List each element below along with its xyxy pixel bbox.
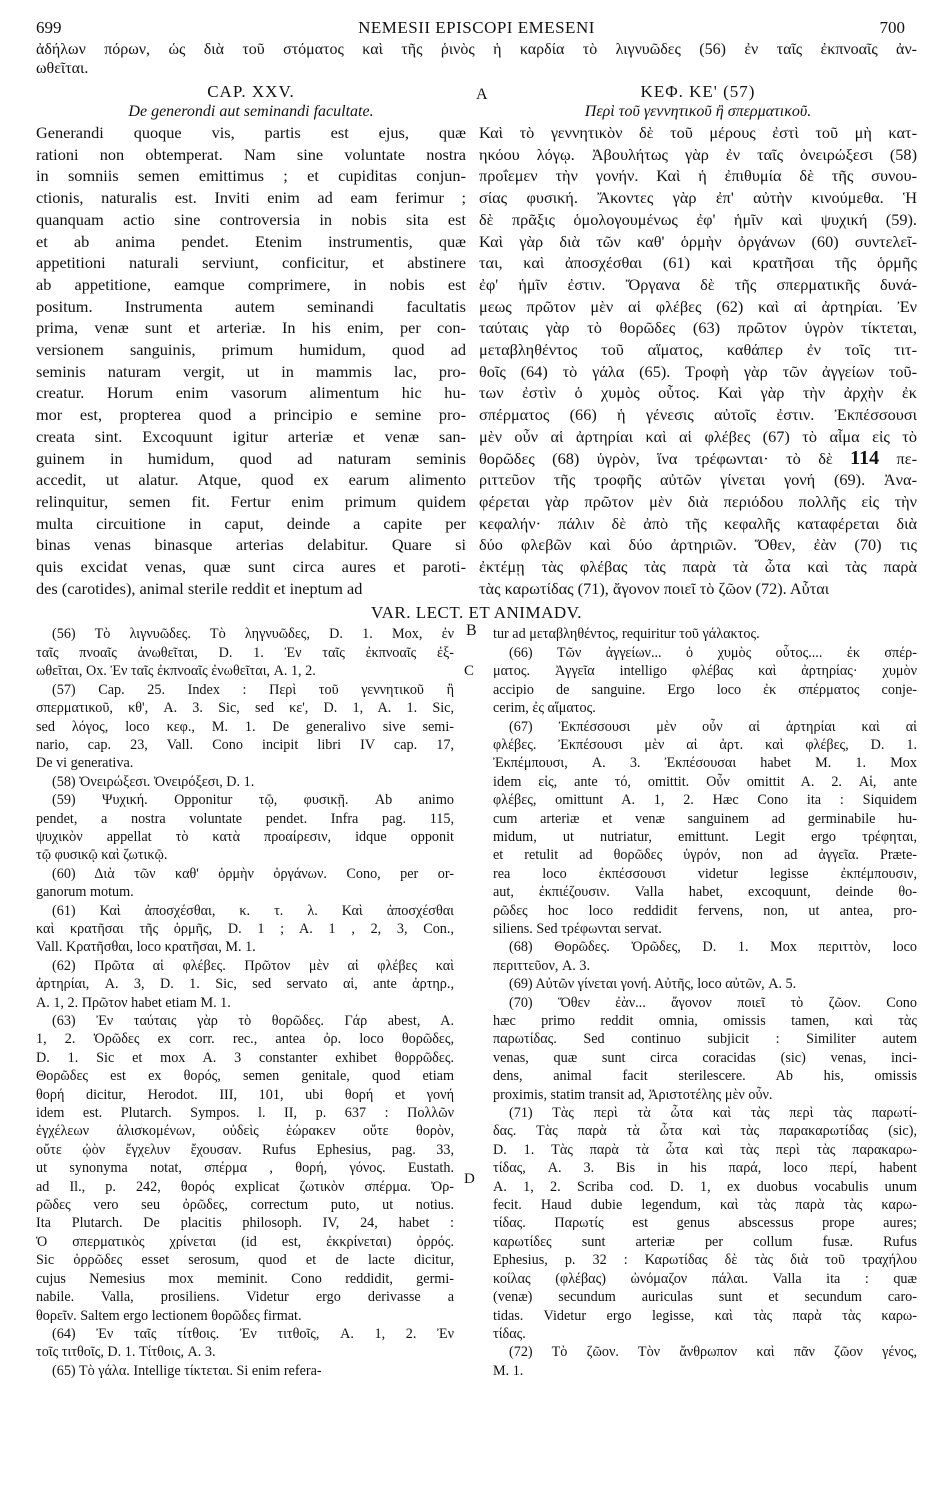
latin-chapter-heading: CAP. XXV. — [207, 82, 295, 101]
page-number-left: 699 — [36, 18, 62, 37]
note-line: (57) Cap. 25. Index : Περὶ τοῦ γεννητικοῦ ἢ — [52, 681, 454, 698]
note-line: sed λόγος, loco κεφ., M. 1. De generalivo sive semi- — [36, 718, 454, 735]
note-line: (68) Θορῶδες. Ὀρῶδες, D. 1. Mox περιττὸν, loco — [509, 939, 917, 956]
greek-text-line: ἐκτέμῃ τὰς φλέβας τὰς παρὰ τὰ ὦτα καὶ τὰς παρὰ — [479, 557, 917, 577]
latin-text-line: ctionis, naturalis est. Inviti enim ad eam ferimur ; — [36, 188, 466, 208]
latin-text-line: mor est, propterea quod a principio e semine pro- — [36, 405, 466, 425]
note-line: siliens. Sed τρέφωνται servat. — [493, 920, 662, 937]
note-line: ωθεῖται, Ox. Ἐν ταῖς ἐκπνοαῖς ἐνωθεῖται, A. 1, 2. — [36, 663, 316, 680]
latin-text-line: versionem sanguinis, primum humidum, quod ad — [36, 340, 466, 360]
note-line: (62) Πρῶτα αἱ φλέβες. Πρῶτον μὲν αἱ φλέβες καὶ — [52, 957, 454, 974]
note-line: ἀρτηρίαι, A. 3, D. 1. Sic, sed servato αἱ, ante ἀρτηρ., — [36, 976, 454, 993]
running-title: NEMESII EPISCOPI EMESENI — [358, 18, 595, 37]
note-line: idem est. Plutarch. Sympos. l. II, p. 637 : Πολλῶν — [36, 1105, 454, 1122]
greek-text-line: Καὶ γὰρ διὰ τῶν καθ' ὁρμὴν ὀργάνων (60) συντελεῖ- — [479, 231, 917, 251]
note-line: θορεῖν. Saltem ergo lectionem θορῶδες firmat. — [36, 1307, 302, 1324]
note-line: Vall. Κρατῆσθαι, loco κρατῆσαι, M. 1. — [36, 939, 256, 956]
note-line: fecit. Haud dubie legendum, καὶ τὰς παρὰ τὰς καρω- — [493, 1197, 917, 1214]
greek-text-line: ριττεῦον τῆς τροφῆς αὐτῶν γίνεται γονή (69). Ἀνα- — [479, 470, 917, 490]
note-line: tidas. Videtur ergo legisse, καὶ τὰς παρὰ τὰς καρω- — [493, 1307, 917, 1324]
note-line: (61) Καὶ ἀποσχέσθαι, κ. τ. λ. Καὶ ἀποσχέσθαι — [52, 902, 454, 919]
note-line: (64) Ἐν ταῖς τίτθοις. Ἐν τιτθοῖς, A. 1, 2. Ἐν — [52, 1325, 454, 1342]
greek-body-text — [479, 122, 917, 599]
latin-text-line: relinquitur, semen fit. Fertur enim primum quidem — [36, 491, 466, 511]
greek-text-line: κεφαλήν· πάλιν δὲ ἀπὸ τῆς κεφαλῆς καταφέρεται διὰ — [479, 513, 917, 533]
note-line: Ἐκπέμπουσι, A. 3. Ἐκπέσουσαι habet M. 1. Mox — [493, 755, 917, 772]
note-line: καρωτίδες sunt arteriæ per collum fusæ. Rufus — [493, 1233, 917, 1250]
running-head — [36, 14, 917, 38]
note-line: hæc primo reddit omnia, omissis tamen, καὶ τὰς — [493, 1013, 917, 1029]
margin-letter-d: D — [464, 1171, 475, 1188]
note-line: (65) Τὸ γάλα. Intellige τίκτεται. Si enim refera- — [52, 1362, 322, 1379]
note-line: (58) Ὀνειρώξεσι. Ὀνειρόξεσι, D. 1. — [52, 773, 255, 790]
note-line: Ὁ σπερματικὸς χρίνεται (id est, ἐκκρίνεται) ὀρρός. — [36, 1233, 454, 1250]
note-line: De vi generativa. — [36, 755, 134, 772]
margin-letter-b: B — [466, 622, 477, 639]
note-line: Θορῶδες est ex θορός, semen genitale, quod etiam — [36, 1068, 454, 1085]
note-line: tur ad μεταβληθέντος, requiritur τοῦ γάλακτος. — [493, 626, 760, 643]
margin-letter-a: A — [476, 86, 488, 103]
note-line: ταῖς πνοαῖς ἀνωθεῖται, D. 1. Ἐν ταῖς ἐκπνοαῖς ἐξ- — [36, 644, 454, 661]
latin-text-line: rationi non obtemperat. Nam sine voluntate nostra — [36, 144, 466, 164]
latin-text-line: appetitioni naturali serviunt, conficitur, et abstinere — [36, 253, 466, 273]
greek-text-line: μεταβληθέντος τοῦ αἵματος, καθάπερ ἐν τοῖς τιτ- — [479, 340, 917, 360]
note-line: midum, ut nutriatur, emittunt. Legit ergo τρέφηται, — [493, 828, 917, 845]
note-line: τίδας. Παρωτίς est genus abscessus prope aures; — [493, 1215, 917, 1232]
note-line: τίδας, A. 3. Bis in his παρά, loco περί, habent — [493, 1160, 917, 1177]
latin-text-line: des (carotides), animal sterile reddit et ineptum ad — [36, 578, 363, 598]
greek-chapter-subtitle: Περὶ τοῦ γεννητικοῦ ἢ σπερματικοῦ. — [584, 103, 812, 120]
note-line: Ephesius, p. 32 : Καρωτίδας δὲ τὰς διὰ τοῦ τραχήλου — [493, 1252, 917, 1269]
latin-text-line: accedit, ut alatur. Atque, quod ex earum alimento — [36, 470, 466, 490]
note-line: ματος. Ἀγγεῖα intelligo φλέβας καὶ ἀρτηρίας· χυμὸν — [493, 663, 917, 680]
latin-chapter-subtitle: De generondi aut seminandi facultate. — [128, 103, 374, 120]
greek-text-line: φέρεται γὰρ πρῶτον μὲν διὰ περιόδου πολλῆς εἰς τὴν — [479, 491, 917, 511]
note-line: περιττεῦον, A. 3. — [493, 957, 590, 974]
note-line: proximis, statim transit ad, Ἀριστοτέλης μὲν οὖν. — [493, 1086, 773, 1103]
note-line: ρῶδες vero seu ὀρῶδες, correctum puto, ut notius. — [36, 1197, 454, 1214]
page-marker-tail: πε- — [879, 448, 917, 468]
note-line: (59) Ψυχική. Opponitur τῷ, φυσικῇ. Ab animo — [52, 792, 454, 809]
greek-text-line: μεως πρῶτον μὲν αἱ φλέβες (62) καὶ αἱ ἀρτηρίαι. Ἐν — [479, 296, 917, 316]
note-line: venas, quæ sunt circa coracidas (sic) venas, inci- — [493, 1049, 917, 1066]
greek-text-line: σίας φυσική. Ἄκοντες γὰρ ἐπ' αὐτὴν κινούμεθα. Ἡ — [479, 188, 917, 208]
note-line: (70) Ὅθεν ἐὰν... ἄγονον ποιεῖ τὸ ζῶον. Cono — [509, 994, 917, 1011]
latin-text-line: binas venas binasque arterias delabitur. Quare si — [36, 535, 466, 555]
note-line: D. 1. Sic et mox A. 3 constanter exhibet θορρῶδες. — [36, 1049, 454, 1066]
margin-letter-c: C — [464, 663, 475, 680]
note-line: M. 1. — [493, 1362, 524, 1379]
latin-text-line: ab appetitione, eamque comprimere, in nobis est — [36, 274, 466, 294]
greek-text-line: ταύταις γὰρ τὸ θορῶδες (63) πρῶτον ὑγρὸν τίκτεται, — [479, 318, 917, 338]
note-line: Sic ὀρρῶδες esset serosum, quod et de lacte dicitur, — [36, 1252, 454, 1269]
note-line: A. 1, 2. Πρῶτον habet etiam M. 1. — [36, 994, 231, 1011]
note-line: τοῖς τιτθοῖς, D. 1. Τίτθοις, A. 3. — [36, 1344, 216, 1361]
note-line: (60) Διὰ τῶν καθ' ὁρμὴν ὀργάνων. Cono, per or- — [52, 865, 454, 882]
note-line: τῷ φυσικῷ καὶ ζωτικῷ. — [36, 847, 168, 864]
latin-text-line: creata sint. Excoquunt igitur arteriæ et venæ san- — [36, 426, 466, 446]
continuation-line-2: ωθεῖται. — [36, 60, 89, 77]
note-line: A. 1, 2. Scriba cod. D. 1, ex duobus vocabulis unum — [493, 1178, 917, 1195]
greek-column — [479, 82, 917, 599]
note-line: (71) Τὰς περὶ τὰ ὦτα καὶ τὰς περὶ τὰς παρωτί- — [509, 1105, 917, 1122]
continuation-line-1: ἀδήλων πόρων, ὡς διὰ τοῦ στόματος καὶ τῆς ῥινὸς ἡ καρδία τὸ λιγνυῶδες (56) ἐν ταῖς ἐκπνοαῖς ἀν- — [36, 41, 917, 58]
latin-text-line: prima, venæ sunt et arteriæ. In his enim, per con- — [36, 318, 466, 338]
note-line: φλέβες. Ἐκπέσουσι μὲν αἱ ἀρτ. καὶ φλέβες, D. 1. — [493, 736, 917, 753]
note-line: cerim, ἐς αἵματος. — [493, 700, 596, 717]
note-line: θορή dicitur, Herodot. III, 101, ubi θορή et γονή — [36, 1086, 454, 1103]
note-line: φλέβες, omittunt A. 1, 2. Hæc Cono ita : Siquidem — [493, 792, 917, 809]
note-line: ἐγχέλεων ἁλισκομένων, οὐδεὶς ἑώρακεν οὔτε θορὸν, — [36, 1123, 454, 1140]
note-line: nabile. Valla, prosiliens. Videtur ergo derivasse a — [36, 1289, 454, 1306]
greek-text-line: Καὶ τὸ γεννητικὸν δὲ τοῦ μέρους ἐστὶ τοῦ μὴ κατ- — [479, 123, 917, 142]
note-line: Ita Plutarch. De placitis philosoph. IV, 24, habet : — [36, 1215, 454, 1232]
greek-chapter-heading: ΚΕΦ. ΚΕ' (57) — [640, 82, 756, 101]
latin-column — [36, 82, 466, 599]
greek-text-line: μὲν οὖν αἱ ἀρτηρίαι καὶ αἱ φλέβες (67) τὸ αἷμα εἰς τὸ — [479, 426, 917, 446]
note-line: (63) Ἐν ταύταις γὰρ τὸ θορῶδες. Γάρ abest, A. — [52, 1013, 454, 1029]
note-line: nario, cap. 23, Vall. Cono incipit libri IV cap. 17, — [36, 736, 454, 753]
note-line: (56) Τὸ λιγνυῶδες. Τὸ ληγνυῶδες, D. 1. Mox, ἐν — [52, 626, 454, 643]
greek-text-line: ται, καὶ ἀποσχέσθαι (61) καὶ κρατῆσαι τῆς ὁρμῆς — [479, 253, 917, 273]
greek-text-line: θορῶδες (68) ὑγρὸν, ἵνα τρέφωνται· τὸ δὲ 114 πε- — [479, 446, 917, 469]
note-line: ganorum motum. — [36, 884, 134, 901]
notes-right-column — [493, 625, 917, 1380]
note-line: (72) Τὸ ζῶον. Τὸν ἄνθρωπον καὶ πᾶν ζῶον γένος, — [509, 1344, 917, 1361]
latin-body-text — [36, 122, 466, 599]
note-line: D. 1. Τὰς παρὰ τὰ ὦτα καὶ τὰς περὶ τὰς παρακαρω- — [493, 1141, 917, 1158]
latin-text-line: positum. Instrumenta autem seminandi facultatis — [36, 296, 466, 316]
notes-columns — [36, 625, 917, 1380]
notes-heading: VAR. LECT. ET ANIMADV. — [371, 603, 582, 623]
note-line: ρῶδες hoc loco reddidit fervens, non, ut antea, pro- — [493, 902, 917, 919]
note-line: ψυχικὸν appellat τὸ κατὰ προαίρεσιν, idque opponit — [36, 828, 454, 845]
note-line: pendet, a nostra voluntate pendet. Infra pag. 115, — [36, 810, 454, 827]
note-line: οὔτε ᾠὸν ἔγχελυν ἔχουσαν. Rufus Ephesius, pag. 33, — [36, 1141, 454, 1158]
latin-text-line: Generandi quoque vis, partis est ejus, quæ — [36, 123, 466, 142]
latin-text-line: guinem in humidum, quod ad naturam seminis — [36, 448, 466, 468]
greek-text-line: προΐεμεν τὴν γονήν. Καὶ ἡ ἐπιθυμία δὲ τῆς συνου- — [479, 166, 917, 186]
note-line: cum arteriæ et venæ sanguinem ad germinabile hu- — [493, 810, 917, 827]
greek-text-line: ἐφ' ἡμῖν ἐστιν. Ὄργανα δὲ τῆς σπερματικῆς δυνά- — [479, 274, 917, 294]
note-line: κοίλας (φλέβας) ὠνόμαζον πάλαι. Valla ita : quæ — [493, 1270, 917, 1287]
latin-text-line: seminis naturam vergit, ut in mammis lac, pro- — [36, 361, 466, 381]
latin-text-line: quanquam actio sine controversia in nobis sita est — [36, 209, 466, 229]
note-line: 1, 2. Ὀρῶδες ex corr. rec., antea ὀρ. loco θορῶδες, — [36, 1031, 454, 1048]
greek-text-line: σπέρματος (66) ἡ γένεσις αὐτοῖς ἐστιν. Ἐκπέσσουσι — [479, 405, 917, 425]
greek-text-line: δὲ πρᾶξις ὁμολογουμένως ἐφ' ἡμῖν καὶ ψυχική (59). — [479, 209, 917, 229]
note-line: δας. Τὰς παρὰ τὰ ὦτα καὶ τὰς παρακαρωτίδας (sic), — [493, 1123, 917, 1140]
page-marker: 114 — [850, 446, 880, 469]
note-line: τίδας. — [493, 1325, 526, 1342]
note-line: accipio de sanguine. Ergo loco ἐκ σπέρματος conje- — [493, 681, 917, 698]
greek-text-line: ηκόου λόγῳ. Ἀβουλήτως γὰρ ἐν ταῖς ὀνειρώξεσι (58) — [479, 144, 917, 164]
latin-text-line: creatur. Horum enim vasorum alimentum hic hu- — [36, 383, 466, 403]
note-line: idem εἰς, ante τό, omittit. Οὖν omittit A. 2. Αἱ, ante — [493, 773, 917, 790]
greek-text-line: των ἐστὶν ὁ χυμὸς οὗτος. Καὶ γὰρ τὴν ἀρχὴν ἐκ — [479, 383, 917, 403]
latin-text-line: quis excidat venas, quæ sunt circa aures et paroti- — [36, 557, 466, 577]
note-line: καὶ κρατῆσαι τῆς ὁρμῆς, D. 1 ; A. 1 , 2, 3, Con., — [36, 920, 454, 937]
greek-text-line: δύο φλεβῶν καὶ δύο ἀρτηριῶν. Ὅθεν, ἐὰν (70) τις — [479, 535, 917, 555]
notes-left-column — [36, 625, 454, 1380]
note-line: ut synonyma notat, σπέρμα , θορή, γόνος. Eustath. — [36, 1160, 454, 1177]
note-line: aut, ἐκπιέζουσιν. Valla habet, excoquunt, deinde θο- — [493, 884, 917, 901]
note-line: (67) Ἐκπέσσουσι μὲν οὖν αἱ ἀρτηρίαι καὶ αἱ — [509, 718, 917, 735]
note-line: σπερματικοῦ, κθ', A. 3. Sic, sed κε', D. 1, A. 1. Sic, — [36, 700, 454, 717]
latin-text-line: et ab anima pendet. Etenim instrumentis, quæ — [36, 231, 466, 251]
note-line: dens, animal facit sterilescere. Ab his, omissis — [493, 1068, 917, 1085]
latin-text-line: in somniis semen emittimus ; et cupiditas conjun- — [36, 166, 466, 186]
note-line: (66) Τῶν ἀγγείων... ὁ χυμὸς οὗτος.... ἐκ σπέρ- — [509, 644, 917, 661]
greek-text-line: τὰς καρωτίδας (71), ἄγονον ποιεῖ τὸ ζῶον (72). Αὗται — [479, 578, 830, 598]
greek-text-line: θοῖς (64) τὸ γάλα (65). Τροφὴ γὰρ τῶν ἀγγείων τοῦ- — [479, 361, 917, 381]
note-line: (venæ) secundum auriculas sunt et secundum caro- — [493, 1289, 917, 1306]
note-line: ad Il., p. 242, θορός explicat ζωτικὸν σπέρμα. Ὀρ- — [36, 1178, 454, 1195]
note-line: παρωτίδας. Sed continuo subjicit : Similiter autem — [493, 1031, 917, 1048]
page-number-right: 700 — [879, 18, 905, 37]
latin-text-line: multa circuitione in caput, deinde a capite per — [36, 513, 466, 533]
note-line: rea loco ἐκπέσσουσι videtur legisse ἐκπέμπουσιν, — [493, 865, 917, 882]
note-line: (69) Αὐτῶν γίνεται γονή. Αὐτῆς, loco αὐτῶν, A. 5. — [509, 976, 797, 993]
note-line: et retulit ad θορῶδες ὑγρόν, non ad ἀγγεῖα. Præte- — [493, 847, 917, 864]
note-line: cujus Nemesius mox meminit. Cono reddidit, germi- — [36, 1270, 454, 1287]
